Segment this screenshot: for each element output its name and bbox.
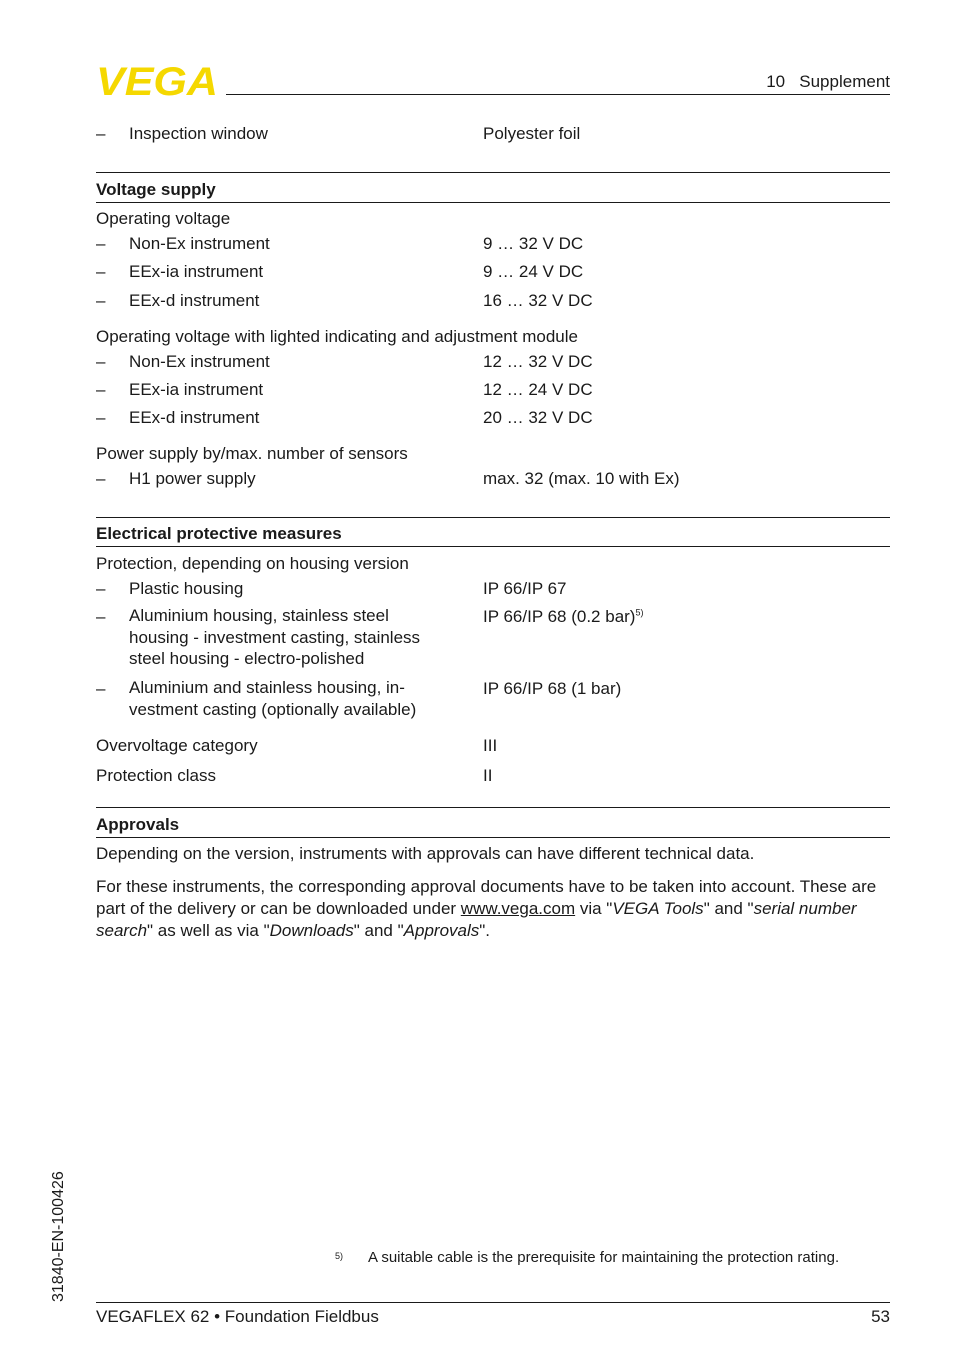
row-value: max. 32 (max. 10 with Ex) xyxy=(483,469,680,488)
voltage-supply-heading: Voltage supply xyxy=(96,180,216,199)
dash-marker: – xyxy=(96,262,106,281)
row-label: EEx-d instrument xyxy=(129,408,260,427)
operating-voltage-title: Operating voltage xyxy=(96,209,231,228)
dash-marker: – xyxy=(96,124,106,143)
vega-logo xyxy=(96,64,220,98)
row-value: IP 66/IP 67 xyxy=(483,579,567,598)
para-text: " and " xyxy=(703,899,754,918)
row-label: H1 power supply xyxy=(129,469,256,488)
dash-marker: – xyxy=(96,380,106,399)
overvoltage-value: III xyxy=(483,736,498,755)
vega-website-link[interactable]: www.vega.com xyxy=(460,899,576,918)
dash-marker: – xyxy=(96,469,106,488)
dash-marker: – xyxy=(96,352,106,371)
row-value: 16 … 32 V DC xyxy=(483,291,593,310)
row-label: EEx-d instrument xyxy=(129,291,260,310)
para-italic: Downloads xyxy=(269,921,354,940)
inspection-label: Inspection window xyxy=(129,124,268,143)
para-italic: Approvals xyxy=(403,921,480,940)
row-label: Non-Ex instrument xyxy=(129,234,270,253)
rule xyxy=(96,202,890,203)
row-value-with-footnote xyxy=(483,607,643,627)
para-text: " and " xyxy=(353,921,404,940)
power-supply-title: Power supply by/max. number of sensors xyxy=(96,444,408,463)
rule xyxy=(96,807,890,808)
row-label: EEx-ia instrument xyxy=(129,380,264,399)
dash-marker: – xyxy=(96,679,106,698)
lighted-module-title: Operating voltage with lighted indicating and adjustment module xyxy=(96,327,578,346)
row-label: Plastic housing xyxy=(129,579,244,598)
protection-class-label: Protection class xyxy=(96,766,216,785)
footnote-text: A suitable cable is the prerequisite for maintaining the protection rating. xyxy=(368,1249,840,1266)
logo-text: VEGA xyxy=(96,64,218,98)
section-title: 10 Supplement xyxy=(766,72,890,91)
row-label: Aluminium and stainless housing, in-vestment casting (optionally available) xyxy=(129,678,417,719)
rule xyxy=(96,546,890,547)
header-rule xyxy=(226,94,890,95)
overvoltage-label: Overvoltage category xyxy=(96,736,258,755)
footer-title: VEGAFLEX 62 • Foundation Fieldbus xyxy=(96,1307,379,1326)
dash-marker: – xyxy=(96,408,106,427)
page-number: 53 xyxy=(871,1307,890,1326)
rule xyxy=(96,172,890,173)
protection-title: Protection, depending on housing version xyxy=(96,554,409,573)
approvals-paragraph-2 xyxy=(96,876,890,942)
rule xyxy=(96,837,890,838)
para-text: ". xyxy=(479,921,491,940)
row-value: 12 … 32 V DC xyxy=(483,352,593,371)
row-value: IP 66/IP 68 (1 bar) xyxy=(483,679,622,698)
inspection-value: Polyester foil xyxy=(483,124,581,143)
row-label: EEx-ia instrument xyxy=(129,262,264,281)
dash-marker: – xyxy=(96,291,106,310)
document-code: 31840-EN-100426 xyxy=(50,1171,67,1302)
dash-marker: – xyxy=(96,234,106,253)
footnote-mark: 5) xyxy=(335,1251,344,1261)
row-value: 9 … 32 V DC xyxy=(483,234,584,253)
para-text: " as well as via " xyxy=(147,921,270,940)
row-value: 12 … 24 V DC xyxy=(483,380,593,399)
row-value: IP 66/IP 68 (0.2 bar) xyxy=(483,607,636,626)
row-value: 20 … 32 V DC xyxy=(483,408,593,427)
footnote-ref: 5) xyxy=(635,607,644,618)
electrical-heading: Electrical protective measures xyxy=(96,524,342,543)
dash-marker: – xyxy=(96,607,106,626)
row-value: 9 … 24 V DC xyxy=(483,262,584,281)
row-label: Aluminium housing, stainless steel housing - investment casting, stainless steel housing - electro-polished xyxy=(129,606,421,668)
protection-class-value: II xyxy=(483,766,493,785)
dash-marker: – xyxy=(96,579,106,598)
rule xyxy=(96,517,890,518)
approvals-paragraph-1: Depending on the version, instruments with approvals can have different technical data. xyxy=(96,844,755,863)
para-text: For these instruments, the corresponding approval documents have to be taken into account. These are part of the delivery or can be downloaded under xyxy=(96,877,877,918)
approvals-heading: Approvals xyxy=(96,815,180,834)
para-italic: VEGA Tools xyxy=(612,899,704,918)
row-label: Non-Ex instrument xyxy=(129,352,270,371)
para-text: via " xyxy=(575,899,613,918)
footer-rule xyxy=(96,1302,890,1303)
para-italic: serial number search xyxy=(96,899,857,940)
